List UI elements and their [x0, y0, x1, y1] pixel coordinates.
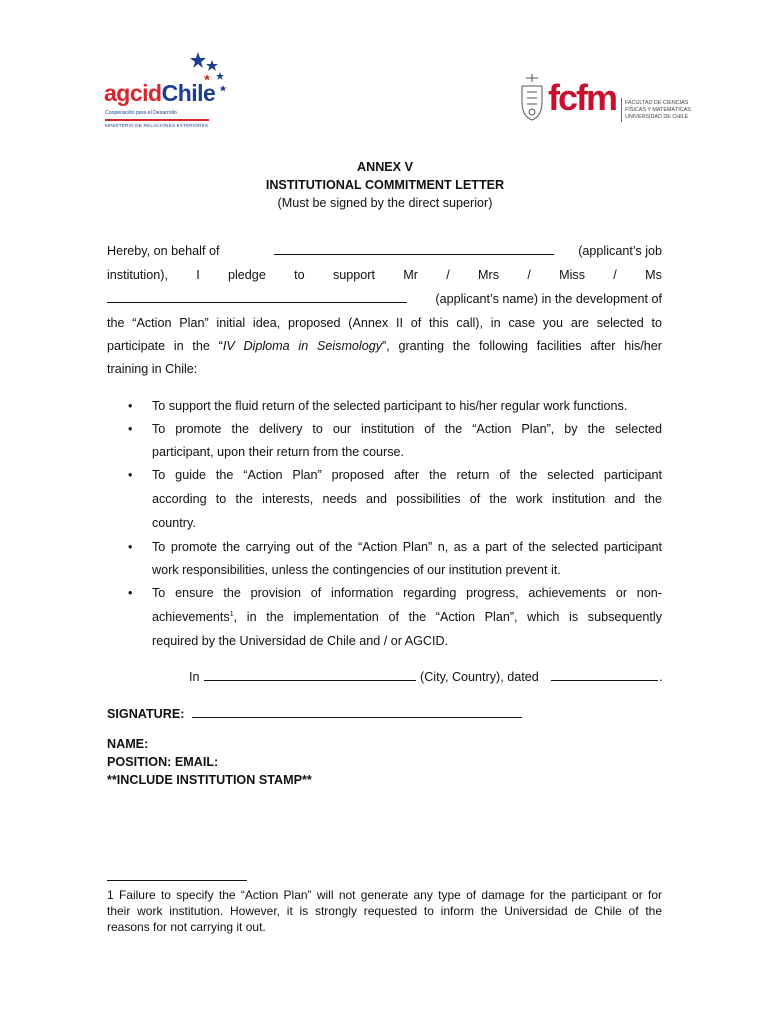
- footnote-line-2: their work institution. However, it is strongly requested to inform the Universidad de Chile of the: [107, 904, 662, 918]
- agcid-ministry: MINISTERIO DE RELACIONES EXTERIORES: [105, 123, 209, 128]
- university-seal-icon: [518, 72, 546, 124]
- body-line-1: Hereby, on behalf of (applicant’s job: [107, 244, 662, 258]
- bullet-2-line-2: participant, upon their return from the course.: [152, 445, 405, 459]
- fcfm-logo: [518, 70, 698, 130]
- bullet-marker: •: [128, 399, 133, 413]
- bullet-5-line-3: required by the Universidad de Chile and / or AGCID.: [152, 634, 449, 648]
- bullet-3-line-3: country.: [152, 516, 196, 530]
- agcid-logo: [104, 52, 226, 132]
- annex-label: ANNEX V: [357, 160, 413, 174]
- bullet-1: To support the fluid return of the selected participant to his/her regular work functions.: [152, 399, 628, 413]
- agcid-divider: [105, 119, 209, 121]
- document-title: INSTITUTIONAL COMMITMENT LETTER: [265, 178, 505, 192]
- bullet-2-line-1: To promote the delivery to our institution of the “Action Plan”, by the selected: [152, 422, 662, 436]
- bullet-4-line-1: To promote the carrying out of the “Action Plan” n, as a part of the selected participant: [152, 540, 662, 554]
- bullet-marker: •: [128, 540, 133, 554]
- job-institution-blank[interactable]: [274, 244, 554, 255]
- date-blank[interactable]: [551, 670, 658, 681]
- stamp-instruction: **INCLUDE INSTITUTION STAMP**: [107, 773, 312, 787]
- city-country-blank[interactable]: [204, 670, 416, 681]
- applicant-name-blank[interactable]: [107, 292, 407, 303]
- body-line-6: training in Chile:: [107, 362, 198, 376]
- agcid-subtitle: Cooperación para el Desarrollo: [105, 110, 177, 116]
- bullet-marker: •: [128, 468, 133, 482]
- footnote-line-3: reasons for not carrying it out.: [107, 920, 266, 934]
- bullet-marker: •: [128, 422, 133, 436]
- position-email-label: POSITION: EMAIL:: [107, 755, 219, 769]
- bullet-3-line-2: according to the interests, needs and possibilities of the work institution and the: [152, 492, 662, 506]
- footnote-divider: [107, 880, 247, 881]
- footnote-line-1: 1 Failure to specify the “Action Plan” will not generate any type of damage for the participant or for: [107, 888, 662, 902]
- bullet-5-line-1: To ensure the provision of information regarding progress, achievements or non-: [152, 586, 662, 600]
- fcfm-wordmark: fcfm: [548, 77, 617, 118]
- body-line-4: the “Action Plan” initial idea, proposed (Annex II of this call), in case you are selected to: [107, 316, 662, 330]
- footnote-ref: 1: [229, 610, 234, 618]
- bullet-marker: •: [128, 586, 133, 600]
- fcfm-faculty-name: FACULTAD DE CIENCIAS FÍSICAS Y MATEMÁTICAS UNIVERSIDAD DE CHILE: [625, 100, 691, 120]
- body-line-5: participate in the “IV Diploma in Seismology”, granting the following facilities after his/her: [107, 339, 662, 353]
- document-subtitle: (Must be signed by the direct superior): [277, 196, 493, 210]
- agcid-wordmark: agcidChile: [104, 80, 216, 106]
- body-line-2: institution), I pledge to support Mr / Mrs / Miss / Ms: [107, 268, 662, 282]
- bullet-5-line-2: achievements$^1$, in the implementation of the “Action Plan”, which is subsequently: [152, 610, 662, 624]
- place-date-line: In (City, Country), dated .: [189, 670, 663, 684]
- bullet-4-line-2: work responsibilities, unless the contingencies of our institution prevent it.: [152, 563, 561, 577]
- signature-blank[interactable]: [192, 707, 522, 718]
- signature-label: SIGNATURE:: [107, 707, 185, 721]
- name-label: NAME:: [107, 737, 149, 751]
- bullet-3-line-1: To guide the “Action Plan” proposed after the return of the selected participant: [152, 468, 662, 482]
- fcfm-divider: [621, 98, 622, 122]
